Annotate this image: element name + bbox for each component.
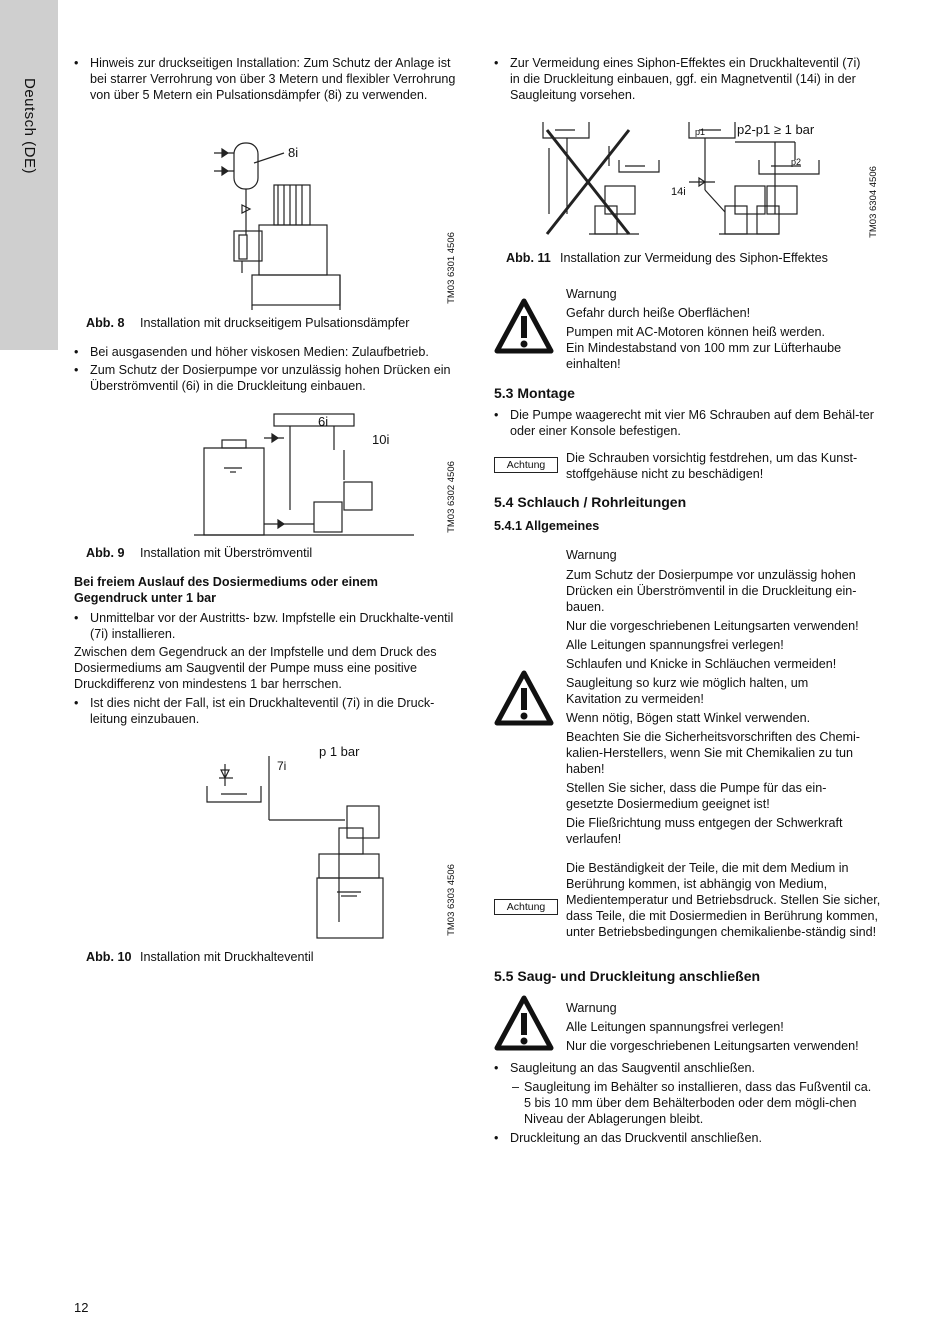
achtung1-box: Achtung	[494, 457, 558, 473]
warn2-title: Warnung	[566, 548, 617, 562]
fig10-caption-text: Installation mit Druckhalteventil	[140, 950, 314, 964]
fig10-code: TM03 6303 4506	[446, 864, 457, 936]
siphon-bullet: • Zur Vermeidung eines Siphon-Effektes ein Druckhalteventil (7i) in die Druckleitung einbauen, ggf. ein Magnetventil (14i) in der Saugleitung vorsehen.	[494, 55, 864, 103]
druck-bullet: • Druckleitung an das Druckventil anschließen.	[494, 1130, 874, 1146]
unmittelbar-bullet: • Unmittelbar vor der Austritts- bzw. Impfstelle ein Druckhalte-ventil (7i) installieren.	[74, 610, 464, 642]
warn2-line-5: Saugleitung so kurz wie möglich halten, um Kavitation zu vermeiden!	[566, 676, 809, 706]
fig9-caption-text: Installation mit Überströmventil	[140, 546, 313, 560]
saug-bullet: • Saugleitung an das Saugventil anschließen.	[494, 1060, 874, 1076]
istdies-bullet: • Ist dies nicht der Fall, ist ein Druckhalteventil (7i) in die Druck-leitung einzubauen.	[74, 695, 464, 727]
fig11-caption	[506, 250, 876, 266]
warning-icon	[494, 995, 554, 1051]
warn1-line-1: Gefahr durch heiße Oberflächen!	[566, 306, 751, 320]
fig8-caption-num: Abb. 8	[86, 316, 125, 330]
fig11-label-valve: 14i	[671, 186, 686, 198]
montage-bullet: • Die Pumpe waagerecht mit vier M6 Schrauben auf dem Behäl-ter oder einer Konsole befestigen.	[494, 407, 874, 439]
fig9-caption-num: Abb. 9	[86, 546, 125, 560]
warn3-line-1: Alle Leitungen spannungsfrei verlegen!	[566, 1020, 784, 1034]
fig11-label-p1: p1	[695, 127, 706, 137]
schutz-bullet: • Zum Schutz der Dosierpumpe vor unzulässig hohen Drücken ein Überströmventil (6i) in die Druckleitung einbauen.	[74, 362, 464, 394]
section-5-3-heading: 5.3 Montage	[494, 385, 575, 401]
saug-dash-item: – Saugleitung im Behälter so installieren, dass das Fußventil ca. 5 bis 10 mm über dem Behälterboden oder dem mögli-chen Niveau der Ablagerungen bleibt.	[494, 1079, 874, 1127]
fig8-caption-text: Installation mit druckseitigem Pulsationsdämpfer	[140, 316, 410, 330]
achtung1-text: Die Schrauben vorsichtig festdrehen, um das Kunst-stoffgehäuse nicht zu beschädigen!	[566, 451, 858, 481]
fig11-code: TM03 6304 4506	[868, 166, 879, 238]
achtung2-box: Achtung	[494, 899, 558, 915]
language-side-tab	[0, 0, 58, 350]
auslauf-heading: Bei freiem Auslauf des Dosiermediums oder einem Gegendruck unter 1 bar	[74, 575, 378, 605]
warn2-line-3: Alle Leitungen spannungsfrei verlegen!	[566, 638, 784, 652]
warn1-line-2: Pumpen mit AC-Motoren können heiß werden.	[566, 325, 826, 339]
warn2-line-7: Beachten Sie die Sicherheitsvorschriften des Chemi-kalien-Herstellers, wenn Sie mit Chemikalien zu tun haben!	[566, 730, 860, 776]
fig11-label-formula: p2-p1 ≥ 1 bar	[737, 122, 815, 137]
overflow-valve-diagram	[194, 410, 414, 540]
left-column	[74, 0, 464, 1344]
warn2-line-2: Nur die vorgeschriebenen Leitungsarten verwenden!	[566, 619, 859, 633]
warn2-line-9: Die Fließrichtung muss entgegen der Schwerkraft verlaufen!	[566, 816, 843, 846]
warning-icon	[494, 298, 554, 354]
right-column	[494, 0, 884, 1344]
page-number: 12	[74, 1300, 89, 1315]
fig8-caption	[86, 315, 464, 331]
warn2-line-4: Schlaufen und Knicke in Schläuchen vermeiden!	[566, 657, 837, 671]
fig9-code: TM03 6302 4506	[446, 461, 457, 533]
pressure-valve-diagram	[199, 742, 399, 942]
fig8-code: TM03 6301 4506	[446, 232, 457, 304]
fig11-caption-num: Abb. 11	[506, 251, 551, 265]
warn3-title: Warnung	[566, 1001, 617, 1015]
figure-10	[199, 742, 399, 942]
section-5-4-heading: 5.4 Schlauch / Rohrleitungen	[494, 494, 687, 510]
achtung2-text: Die Beständigkeit der Teile, die mit dem Medium in Berührung kommen, ist abhängig von Medium, Medientemperatur und Betriebsdruck. Stellen Sie sicher, dass Teile, die mit Dosiermedien in Berührung kommen, unter Betriebsbedingungen chemikalienbe-ständig sind!	[566, 861, 881, 939]
warn2-line-8: Stellen Sie sicher, dass die Pumpe für das ein-gesetzte Dosiermedium geeignet ist!	[566, 781, 827, 811]
zwischen-paragraph: Zwischen dem Gegendruck an der Impfstelle und dem Druck des Dosiermediums am Saugventil der Pumpe muss eine positive Druckdifferenz von mindestens 1 bar herrschen.	[74, 645, 437, 691]
section-5-5-heading: 5.5 Saug- und Druckleitung anschließen	[494, 968, 761, 984]
warning-icon	[494, 670, 554, 726]
fig11-caption-text: Installation zur Vermeidung des Siphon-Effektes	[560, 251, 828, 265]
figure-9	[194, 410, 414, 540]
warn2-line-1: Zum Schutz der Dosierpumpe vor unzulässig hohen Drücken ein Überströmventil in die Druckleitung ein-bauen.	[566, 568, 857, 614]
warn1-line-3: Ein Mindestabstand von 100 mm zur Lüfterhaube einhalten!	[566, 341, 842, 371]
fig9-label-10i: 10i	[372, 432, 390, 447]
ausgasend-bullet: • Bei ausgasenden und höher viskosen Medien: Zulaufbetrieb.	[74, 344, 464, 360]
warn2-line-6: Wenn nötig, Bögen statt Winkel verwenden.	[566, 711, 811, 725]
figure-11	[539, 116, 829, 244]
fig10-label-pressure: p 1 bar	[319, 744, 360, 759]
fig10-label-valve: 7i	[277, 759, 287, 773]
figure-8	[204, 135, 404, 310]
side-tab-label: Deutsch (DE)	[21, 77, 38, 175]
warn3-line-2: Nur die vorgeschriebenen Leitungsarten verwenden!	[566, 1039, 859, 1053]
fig10-caption	[86, 949, 464, 965]
warn1-title: Warnung	[566, 287, 617, 301]
fig11-label-p2: p2	[791, 157, 802, 167]
pulsation-damper-diagram	[204, 135, 404, 310]
hinweis-bullet: • Hinweis zur druckseitigen Installation: Zum Schutz der Anlage ist bei starrer Verrohrung von über 3 Metern und flexibler Verrohrung von über 5 Metern ein Pulsationsdämpfer (8i) zu verwenden.	[74, 55, 464, 103]
fig8-label: 8i	[288, 145, 299, 160]
fig9-label-6i: 6i	[318, 414, 329, 429]
fig10-caption-num: Abb. 10	[86, 950, 132, 964]
section-5-4-1-heading: 5.4.1 Allgemeines	[494, 519, 600, 533]
fig9-caption	[86, 545, 464, 561]
